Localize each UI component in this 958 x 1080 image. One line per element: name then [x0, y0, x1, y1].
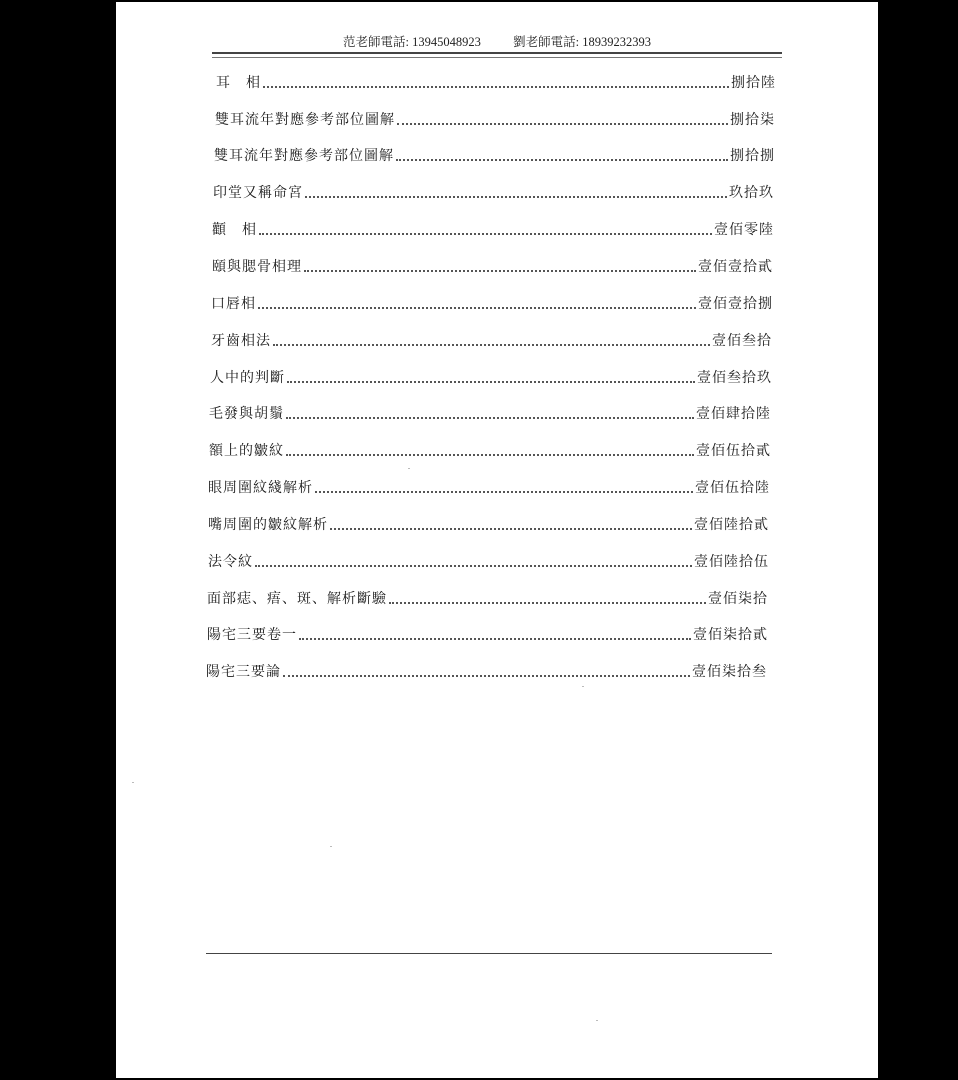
toc-page-number: 壹佰壹拾貳 — [698, 259, 773, 275]
toc-leader — [305, 196, 727, 198]
toc-page-number: 壹佰柒拾 — [708, 591, 768, 607]
toc-page-number: 壹佰零陸 — [714, 222, 774, 238]
toc-entry — [209, 403, 771, 423]
toc-leader — [263, 86, 729, 88]
toc-leader — [286, 454, 694, 456]
toc-page-number: 壹佰伍拾陸 — [695, 480, 770, 496]
teacher-phone-1: 范老師電話: 13945048923 — [343, 35, 481, 49]
scan-speck — [132, 782, 134, 783]
toc-leader — [330, 528, 692, 530]
toc-entry — [216, 72, 776, 92]
scan-speck — [582, 686, 584, 687]
toc-title: 法令紋 — [208, 554, 253, 570]
toc-title: 額上的皺紋 — [209, 443, 284, 459]
toc-title: 毛發與胡鬚 — [209, 406, 284, 422]
toc-title: 眼周圍紋綫解析 — [208, 480, 313, 496]
toc-entry — [210, 367, 772, 387]
toc-page-number: 壹佰肆拾陸 — [696, 406, 771, 422]
toc-leader — [258, 307, 696, 309]
toc-leader — [299, 638, 691, 640]
toc-leader — [397, 123, 728, 125]
toc-title: 顴 相 — [212, 222, 257, 238]
toc-title: 雙耳流年對應參考部位圖解 — [215, 112, 395, 128]
toc-leader — [315, 491, 693, 493]
toc-entry — [207, 624, 768, 644]
toc-page-number: 捌拾柒 — [730, 112, 775, 128]
toc-title: 耳 相 — [216, 75, 261, 91]
teacher-phone-2: 劉老師電話: 18939232393 — [513, 35, 651, 49]
toc-page-number: 壹佰柒拾叁 — [692, 664, 767, 680]
toc-page-number: 壹佰柒拾貳 — [693, 627, 768, 643]
toc-leader — [304, 270, 696, 272]
toc-title: 陽宅三要卷一 — [207, 627, 297, 643]
toc-page-number: 捌拾陸 — [731, 75, 776, 91]
toc-leader — [283, 675, 690, 677]
toc-page-number: 壹佰叁拾 — [712, 333, 772, 349]
toc-leader — [259, 233, 712, 235]
document-page — [116, 2, 878, 1078]
toc-title: 人中的判斷 — [210, 370, 285, 386]
toc-page-number: 壹佰伍拾貳 — [696, 443, 771, 459]
toc-page-number: 捌拾捌 — [730, 148, 775, 164]
toc-title: 頤與腮骨相理 — [212, 259, 302, 275]
toc-title: 嘴周圍的皺紋解析 — [208, 517, 328, 533]
toc-title: 口唇相 — [211, 296, 256, 312]
toc-entry — [213, 182, 774, 202]
toc-entry — [209, 440, 771, 460]
toc-entry — [212, 219, 774, 239]
toc-entry — [211, 293, 773, 313]
toc-entry — [207, 588, 768, 608]
toc-title: 牙齒相法 — [211, 333, 271, 349]
toc-title: 面部痣、痦、斑、解析斷驗 — [207, 591, 387, 607]
toc-title: 印堂又稱命宮 — [213, 185, 303, 201]
footer-rule — [206, 953, 772, 954]
toc-title: 陽宅三要論 — [206, 664, 281, 680]
toc-entry — [215, 109, 775, 129]
toc-page-number: 壹佰陸拾貳 — [694, 517, 769, 533]
toc-leader — [396, 159, 728, 161]
toc-leader — [286, 417, 694, 419]
toc-page-number: 壹佰陸拾伍 — [694, 554, 769, 570]
toc-entry — [214, 145, 775, 165]
scan-speck — [408, 468, 410, 469]
scan-speck — [330, 846, 332, 847]
toc-entry — [208, 551, 769, 571]
toc-title: 雙耳流年對應參考部位圖解 — [214, 148, 394, 164]
toc-leader — [287, 381, 695, 383]
toc-leader — [273, 344, 710, 346]
toc-entry — [208, 514, 769, 534]
toc-page-number: 壹佰叁拾玖 — [697, 370, 772, 386]
toc-entry — [208, 477, 770, 497]
toc-entry — [206, 661, 767, 681]
toc-leader — [389, 602, 706, 604]
toc-leader — [255, 565, 692, 567]
toc-entry — [211, 330, 772, 350]
scan-speck — [596, 1020, 598, 1021]
toc-entry — [212, 256, 773, 276]
toc-page-number: 玖拾玖 — [729, 185, 774, 201]
toc-page-number: 壹佰壹拾捌 — [698, 296, 773, 312]
table-of-contents — [116, 2, 878, 702]
